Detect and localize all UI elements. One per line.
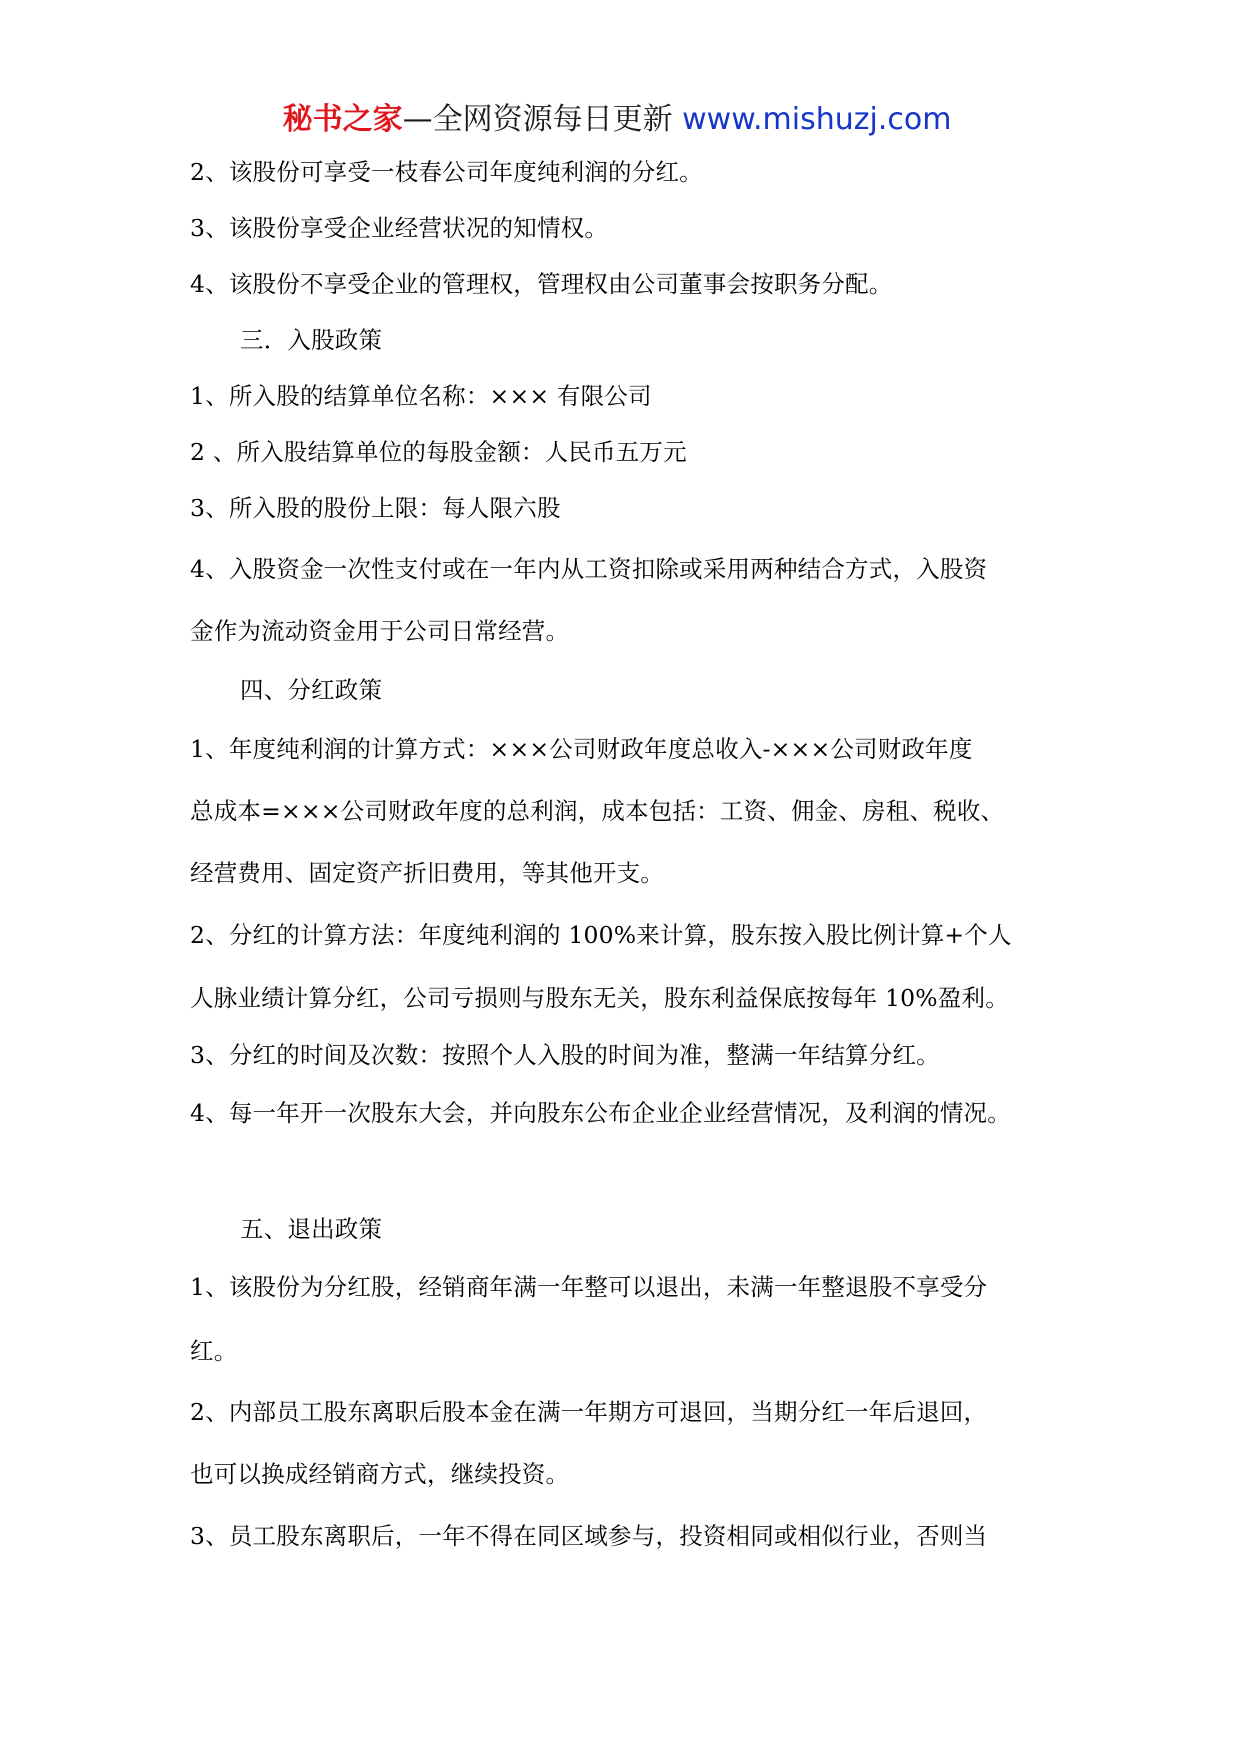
section-heading: 五、退出政策 (240, 1215, 383, 1243)
clause-line: 2、内部员工股东离职后股本金在满一年期方可退回，当期分红一年后退回， (190, 1398, 988, 1426)
banner-brand: 秘书之家 (282, 102, 403, 137)
banner-url[interactable]: www.mishuzj.com (682, 102, 952, 137)
clause-line: 金作为流动资金用于公司日常经营。 (190, 617, 570, 645)
section-heading: 四、分红政策 (240, 676, 383, 704)
clause-line: 2 、所入股结算单位的每股金额：人民币五万元 (190, 438, 687, 466)
clause-line: 4、该股份不享受企业的管理权，管理权由公司董事会按职务分配。 (190, 270, 893, 298)
clause-line: 2、该股份可享受一枝春公司年度纯利润的分红。 (190, 158, 703, 186)
clause-line: 人脉业绩计算分红，公司亏损则与股东无关，股东利益保底按每年 10%盈利。 (190, 984, 1009, 1012)
section-heading: 三．入股政策 (240, 326, 383, 354)
clause-line: 经营费用、固定资产折旧费用，等其他开支。 (190, 859, 664, 887)
clause-line: 红。 (190, 1337, 238, 1365)
clause-line: 4、每一年开一次股东大会，并向股东公布企业企业经营情况，及利润的情况。 (190, 1099, 1011, 1127)
clause-line: 3、员工股东离职后，一年不得在同区域参与，投资相同或相似行业，否则当 (190, 1522, 988, 1550)
clause-line: 3、该股份享受企业经营状况的知情权。 (190, 214, 609, 242)
clause-line: 3、分红的时间及次数：按照个人入股的时间为准，整满一年结算分红。 (190, 1041, 940, 1069)
clause-line: 也可以换成经销商方式，继续投资。 (190, 1460, 570, 1488)
banner-slogan: —全网资源每日更新 (402, 102, 683, 137)
clause-line: 1、该股份为分红股，经销商年满一年整可以退出，未满一年整退股不享受分 (190, 1273, 988, 1301)
site-banner (0, 100, 1234, 140)
clause-line: 1、年度纯利润的计算方式：×××公司财政年度总收入-×××公司财政年度 (190, 735, 973, 763)
clause-line: 3、所入股的股份上限：每人限六股 (190, 494, 561, 522)
clause-line: 2、分红的计算方法：年度纯利润的 100%来计算，股东按入股比例计算+个人 (190, 921, 1012, 949)
clause-line: 4、入股资金一次性支付或在一年内从工资扣除或采用两种结合方式，入股资 (190, 555, 988, 583)
clause-line: 1、所入股的结算单位名称：××× 有限公司 (190, 382, 652, 410)
clause-line: 总成本=×××公司财政年度的总利润，成本包括：工资、佣金、房租、税收、 (190, 797, 1005, 825)
